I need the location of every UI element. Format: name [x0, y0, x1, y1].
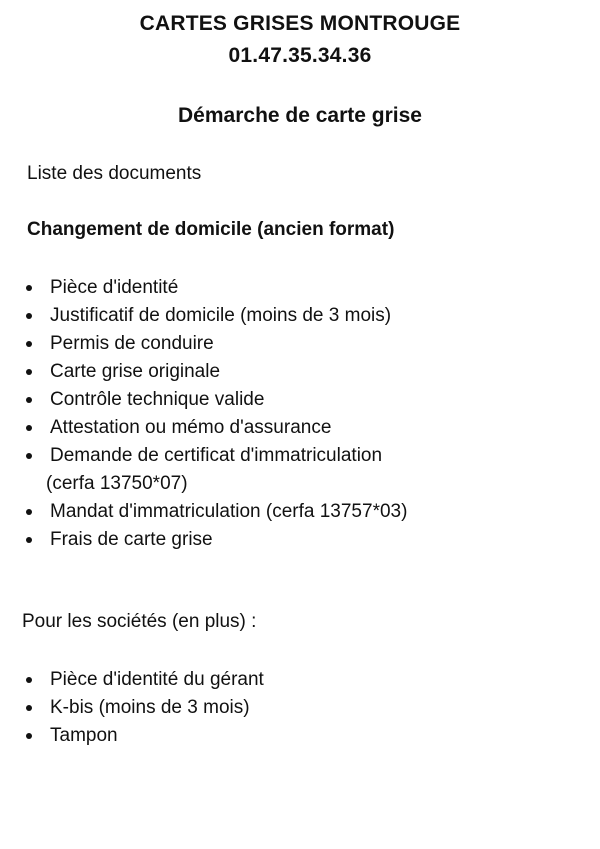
bullet-icon: [26, 285, 32, 291]
bullet-icon: [26, 453, 32, 459]
list-item: Pièce d'identité du gérant: [22, 666, 264, 694]
list-item: Permis de conduire: [22, 330, 407, 358]
list-item: Attestation ou mémo d'assurance: [22, 414, 407, 442]
bullet-icon: [26, 509, 32, 515]
societies-list: [22, 666, 264, 750]
bullet-icon: [26, 677, 32, 683]
page-subtitle: Démarche de carte grise: [178, 104, 422, 127]
list-item: Pièce d'identité: [22, 274, 407, 302]
phone-number: 01.47.35.34.36: [228, 44, 372, 67]
company-name: CARTES GRISES MONTROUGE: [139, 12, 461, 35]
bullet-icon: [26, 369, 32, 375]
documents-list: [22, 274, 407, 554]
list-item: Mandat d'immatriculation (cerfa 13757*03): [22, 498, 407, 526]
list-item: K-bis (moins de 3 mois): [22, 694, 264, 722]
bullet-icon: [26, 537, 32, 543]
section-heading: Changement de domicile (ancien format): [27, 219, 395, 240]
list-item: Carte grise originale: [22, 358, 407, 386]
list-item: Frais de carte grise: [22, 526, 407, 554]
bullet-icon: [26, 705, 32, 711]
list-item: Demande de certificat d'immatriculation (cerfa 13750*07): [22, 442, 407, 498]
bullet-icon: [26, 341, 32, 347]
bullet-icon: [26, 313, 32, 319]
list-item: Contrôle technique valide: [22, 386, 407, 414]
documents-list-label: Liste des documents: [27, 163, 202, 184]
list-item: Justificatif de domicile (moins de 3 mois): [22, 302, 407, 330]
list-item-continuation: (cerfa 13750*07): [46, 473, 188, 494]
list-item: Tampon: [22, 722, 264, 750]
bullet-icon: [26, 397, 32, 403]
bullet-icon: [26, 733, 32, 739]
bullet-icon: [26, 425, 32, 431]
societies-label: Pour les sociétés (en plus) :: [22, 611, 257, 632]
